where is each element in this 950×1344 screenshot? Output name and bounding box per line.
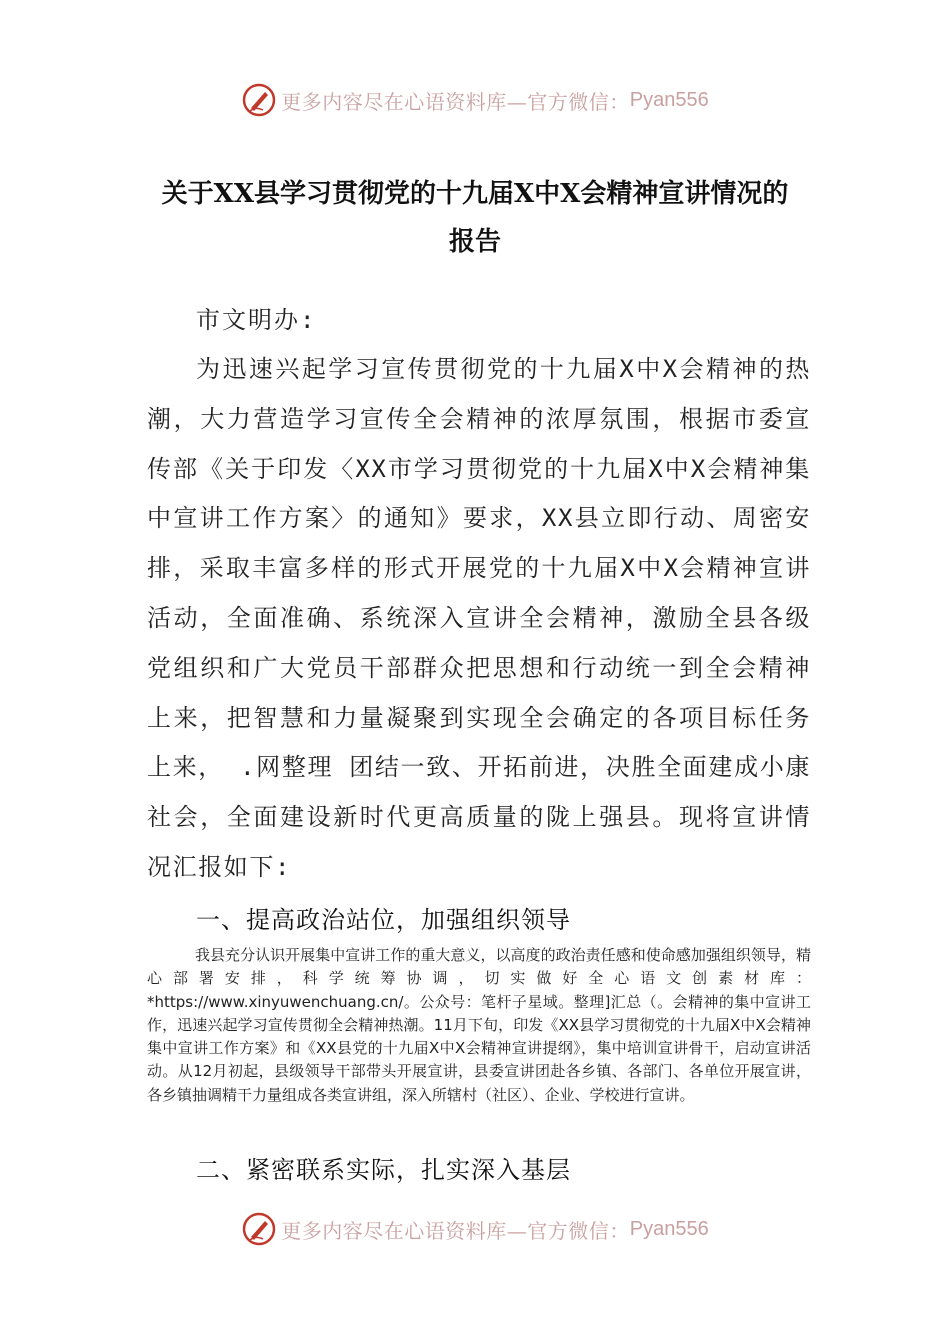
footer-watermark-banner xyxy=(0,1209,950,1249)
watermark-text: 更多内容尽在心语资料库—官方微信： xyxy=(281,89,630,114)
watermark-wechat-id: Pyan556 xyxy=(629,88,709,111)
pen-logo-icon xyxy=(241,1211,277,1247)
watermark-wechat-id: Pyan556 xyxy=(629,1217,709,1240)
header-watermark-banner xyxy=(0,80,950,120)
document-title xyxy=(110,170,840,266)
section-2-heading: 二、紧密联系实际，扎实深入基层 xyxy=(196,1156,571,1184)
watermark-text: 更多内容尽在心语资料库—官方微信： xyxy=(281,1218,630,1243)
section-1-heading: 一、提高政治站位，加强组织领导 xyxy=(196,906,571,934)
pen-logo-icon xyxy=(241,82,277,118)
title-line-2: 报告 xyxy=(448,227,501,257)
title-line-1: 关于XX县学习贯彻党的十九届X中X会精神宣讲情况的 xyxy=(161,179,789,209)
intro-paragraph: 为迅速兴起学习宣传贯彻党的十九届X中X会精神的热潮，大力营造学习宣传全会精神的浓厚氛围，根据市委宣传部《关于印发〈XX市学习贯彻党的十九届X中X会精神集中宣讲工作方案〉的通知》要求，XX县立即行动、周密安排，采取丰富多样的形式开展党的十九届X中X会精神宣讲活动，全面准确、系统深入宣讲全会精神，激励全县各级党组织和广大党员干部群众把思想和行动统一到全会精神上来，把智慧和力量凝聚到实现全会确定的各项目标任务上来， .网整理 团结一致、开拓前进，决胜全面建成小康社会，全面建设新时代更高质量的陇上强县。现将宣讲情况汇报如下: xyxy=(147,355,811,881)
section-1-paragraph: 我县充分认识开展集中宣讲工作的重大意义，以高度的政治责任感和使命感加强组织领导，精心部署安排，科学统筹协调，切实做好全心语文创素材库： *https://www.xinyuwenchuang.cn/。公众号：笔杆子星域。整理]汇总（。会精神的集中宣讲工作，迅速兴起学习宣传贯彻全会精神热潮。11月下旬，印发《XX县学习贯彻党的十九届X中X会精神集中宣讲工作方案》和《XX县党的十九届X中X会精神宣讲提纲》，集中培训宣讲骨干，启动宣讲活动。从12月初起，县级领导干部带头开展宣讲，县委宣讲团赴各乡镇、各部门、各单位开展宣讲，各乡镇抽调精干力量组成各类宣讲组，深入所辖村（社区）、企业、学校进行宣讲。 xyxy=(147,946,811,1104)
salutation: 市文明办: xyxy=(196,306,317,334)
